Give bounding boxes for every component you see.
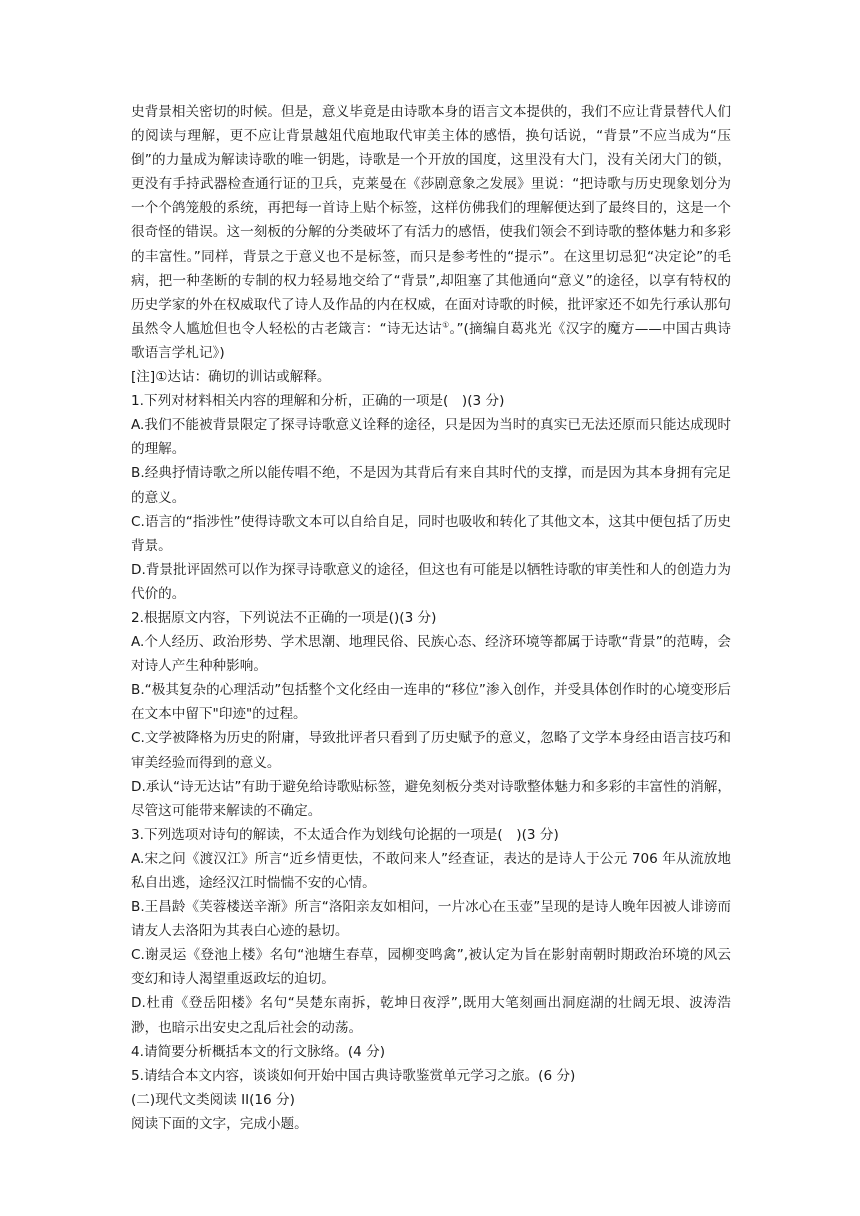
question-3-option-c: C.谢灵运《登池上楼》名句“池塘生春草，园柳变鸣禽”,被认定为旨在影射南朝时期政治环境的风云变幻和诗人渴望重返政坛的迫切。: [131, 947, 731, 988]
footnote-marker: ①: [442, 320, 450, 330]
document-page: [131, 100, 731, 1136]
question-4: 4.请简要分析概括本文的行文脉络。(4 分): [131, 1043, 386, 1060]
question-2-option-b: B.“极其复杂的心理活动”包括整个文化经由一连串的“移位”渗入创作，并受具体创作时的心境变形后在文本中留下"印迹"的过程。: [131, 682, 731, 723]
question-2-option-a: A.个人经历、政治形势、学术思潮、地理民俗、民族心态、经济环境等都属于诗歌“背景”的范畴，会对诗人产生种种影响。: [131, 634, 731, 675]
question-3-option-a: A.宋之问《渡汉江》所言“近乡情更怯，不敢问来人”经查证，表达的是诗人于公元 706 年从流放地私自出逃，途经汉江时惴惴不安的心情。: [131, 850, 731, 891]
question-1-option-d: D.背景批评固然可以作为探寻诗歌意义的途径，但这也有可能是以牺牲诗歌的审美性和人的创造力为代价的。: [131, 561, 731, 602]
question-1-stem: 1.下列对材料相关内容的理解和分析，正确的一项是( )(3 分): [131, 393, 505, 410]
question-1-option-a: A.我们不能被背景限定了探寻诗歌意义诠释的途径，只是因为当时的真实已无法还原而只能达成现时的理解。: [131, 417, 731, 458]
section-instruction: 阅读下面的文字，完成小题。: [131, 1115, 308, 1132]
passage-paragraph: [131, 100, 731, 365]
footnote: [注]①达诂：确切的训诂或解释。: [131, 369, 331, 386]
question-5: 5.请结合本文内容，谈谈如何开始中国古典诗歌鉴赏单元学习之旅。(6 分): [131, 1067, 576, 1084]
question-2-option-d: D.承认“诗无达诂”有助于避免给诗歌贴标签，避免刻板分类对诗歌整体魅力和多彩的丰富性的消解，尽管这可能带来解读的不确定。: [131, 778, 731, 819]
question-3-option-d: D.杜甫《登岳阳楼》名句“吴楚东南拆，乾坤日夜浮”,既用大笔刻画出洞庭湖的壮阔无垠、波涛浩渺，也暗示出安史之乱后社会的动荡。: [131, 995, 731, 1036]
question-1-option-b: B.经典抒情诗歌之所以能传唱不绝，不是因为其背后有来自其时代的支撑，而是因为其本身拥有完足的意义。: [131, 465, 731, 506]
question-1-option-c: C.语言的“指涉性”使得诗歌文本可以自给自足，同时也吸收和转化了其他文本，这其中便包括了历史背景。: [131, 513, 731, 554]
question-2-stem: 2.根据原文内容，下列说法不正确的一项是()(3 分): [131, 609, 437, 626]
passage-text: 史背景相关密切的时候。但是，意义毕竟是由诗歌本身的语言文本提供的，我们不应让背景替代人们的阅读与理解，更不应让背景越俎代庖地取代审美主体的感悟，换句话说，“背景”不应当成为“压倒”的力量成为解读诗歌的唯一钥匙，诗歌是一个开放的国度，这里没有大门，没有关闭大门的锁，更没有手持武器检查通行证的卫兵，克莱曼在《莎剧意象之发展》里说：“把诗歌与历史现象划分为一个个鸽笼般的系统，再把每一首诗上贴个标签，这样仿佛我们的理解便达到了最终目的，这是一个很奇怪的错误。这一刻板的分解的分类破坏了有活力的感悟，使我们领会不到诗歌的整体魅力和多彩的丰富性。”同样，背景之于意义也不是标签，而只是参考性的“提示”。在这里切忌犯“决定论”的毛病，把一种垄断的专制的权力轻易地交给了“背景”,却阻塞了其他通向“意义”的途径，以享有特权的历史学家的外在权威取代了诗人及作品的内在权威，在面对诗歌的时候，批评家还不如先行承认那句虽然令人尴尬但也令人轻松的古老箴言：“诗无达诂: [131, 104, 731, 337]
question-3-stem: 3.下列选项对诗句的解读，不太适合作为划线句论据的一项是( )(3 分): [131, 826, 559, 843]
question-3-option-b: B.王昌龄《芙蓉楼送辛渐》所言“洛阳亲友如相问，一片冰心在玉壶”呈现的是诗人晚年因被人诽谤而请友人去洛阳为其表白心迹的悬切。: [131, 899, 731, 940]
question-2-option-c: C.文学被降格为历史的附庸，导致批评者只看到了历史赋予的意义，忽略了文学本身经由语言技巧和审美经验而得到的意义。: [131, 730, 731, 771]
passage-source: 。”(摘编自葛兆光《汉字的魔方——中国古典诗歌语言学札记》): [131, 320, 731, 361]
section-heading: (二)现代文类阅读 II(16 分): [131, 1091, 295, 1108]
